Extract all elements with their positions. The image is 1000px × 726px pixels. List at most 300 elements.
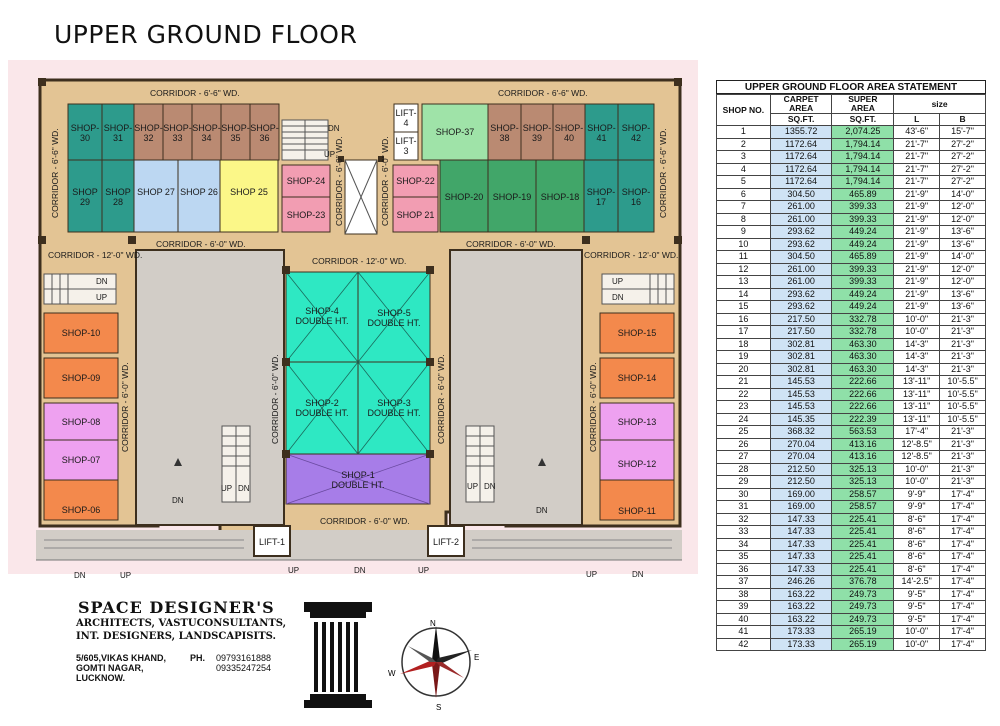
corridor-v-low-left-label: CORRIDOR - 6'-0" WD. [120, 362, 130, 452]
table-row [717, 638, 986, 651]
cell-super-area: 463.30 [832, 351, 894, 364]
stair-up-label: UP [96, 293, 108, 302]
cell-super-area: 225.41 [832, 538, 894, 551]
shop-29-label: SHOP 29 [72, 187, 98, 207]
cell-breadth: 12'-0" [940, 201, 986, 214]
cell-carpet-area: 304.50 [770, 188, 832, 201]
cell-super-area: 249.73 [832, 588, 894, 601]
corridor-far-left-label: CORRIDOR - 12'-0" WD. [48, 250, 143, 260]
cell-shop-no: 7 [717, 201, 771, 214]
cell-super-area: 225.41 [832, 563, 894, 576]
cell-length: 21'-9" [894, 226, 940, 239]
table-row [717, 188, 986, 201]
cell-breadth: 21'-3" [940, 451, 986, 464]
lift-3-label: LIFT- 3 [395, 136, 417, 156]
cell-super-area: 249.73 [832, 613, 894, 626]
table-row [717, 426, 986, 439]
cell-carpet-area: 173.33 [770, 638, 832, 651]
cell-shop-no: 36 [717, 563, 771, 576]
cell-carpet-area: 302.81 [770, 363, 832, 376]
cell-shop-no: 13 [717, 276, 771, 289]
stair-dn-label: DN [632, 570, 644, 579]
firm-services-line2: INT. DESIGNERS, LANDSCAPISITS. [76, 631, 276, 642]
cell-shop-no: 1 [717, 126, 771, 139]
corridor-v-right-outer-label: CORRIDOR - 6'-6" WD. [658, 128, 668, 218]
cell-breadth: 21'-3" [940, 463, 986, 476]
cell-super-area: 449.24 [832, 238, 894, 251]
cell-length: 8'-6" [894, 513, 940, 526]
shop-26-label: SHOP 26 [180, 187, 218, 197]
table-row [717, 176, 986, 189]
shop-09-label: SHOP-09 [61, 373, 101, 383]
cell-length: 10'-0" [894, 313, 940, 326]
cell-length: 21'-9" [894, 201, 940, 214]
shop-18-label: SHOP-18 [540, 192, 580, 202]
cell-carpet-area: 261.00 [770, 276, 832, 289]
cell-carpet-area: 145.35 [770, 413, 832, 426]
cell-super-area: 258.57 [832, 488, 894, 501]
cell-length: 8'-6" [894, 563, 940, 576]
table-row [717, 276, 986, 289]
lift-4-label: LIFT- 4 [395, 108, 417, 128]
cell-length: 21'-9" [894, 251, 940, 264]
cell-breadth: 17'-4" [940, 526, 986, 539]
cell-super-area: 332.78 [832, 313, 894, 326]
cell-shop-no: 26 [717, 438, 771, 451]
cell-carpet-area: 217.50 [770, 326, 832, 339]
cell-super-area: 563.53 [832, 426, 894, 439]
cell-length: 43'-6" [894, 126, 940, 139]
cell-length: 10'-0" [894, 626, 940, 639]
table-row [717, 538, 986, 551]
shop-5-label: SHOP-5 DOUBLE HT. [367, 308, 421, 328]
table-row [717, 288, 986, 301]
cell-carpet-area: 1172.64 [770, 151, 832, 164]
table-row [717, 388, 986, 401]
stair-up-label: UP [467, 482, 479, 491]
cell-breadth: 10'-5.5" [940, 413, 986, 426]
shop-13-label: SHOP-13 [617, 417, 657, 427]
cell-carpet-area: 302.81 [770, 338, 832, 351]
table-row [717, 626, 986, 639]
cell-super-area: 465.89 [832, 251, 894, 264]
shop-1-label: SHOP-1 DOUBLE HT. [331, 470, 385, 490]
shop-06-label: SHOP-06 [61, 505, 101, 515]
table-row [717, 501, 986, 514]
area-table [716, 94, 986, 651]
shop-35-label: SHOP- 35 [221, 123, 250, 143]
table-row [717, 463, 986, 476]
page-title: UPPER GROUND FLOOR [54, 20, 358, 49]
cell-shop-no: 21 [717, 376, 771, 389]
cell-shop-no: 10 [717, 238, 771, 251]
cell-breadth: 27'-2" [940, 176, 986, 189]
shop-36-label: SHOP- 36 [250, 123, 279, 143]
cell-length: 21'-9" [894, 301, 940, 314]
cell-shop-no: 38 [717, 588, 771, 601]
cell-breadth: 13'-6" [940, 288, 986, 301]
cell-shop-no: 41 [717, 626, 771, 639]
corridor-v-left-outer-label: CORRIDOR - 6'-6" WD. [50, 128, 60, 218]
cell-super-area: 2,074.25 [832, 126, 894, 139]
cell-super-area: 225.41 [832, 513, 894, 526]
stair-up-label: UP [586, 570, 598, 579]
cell-super-area: 1,794.14 [832, 151, 894, 164]
cell-carpet-area: 145.53 [770, 401, 832, 414]
table-row [717, 551, 986, 564]
cell-length: 9'-5" [894, 588, 940, 601]
cell-breadth: 27'-2" [940, 151, 986, 164]
cell-carpet-area: 1172.64 [770, 138, 832, 151]
cell-length: 14'-3" [894, 363, 940, 376]
cell-shop-no: 4 [717, 163, 771, 176]
cell-carpet-area: 169.00 [770, 488, 832, 501]
cell-breadth: 21'-3" [940, 313, 986, 326]
cell-shop-no: 8 [717, 213, 771, 226]
stair-up-label: UP [612, 277, 624, 286]
shop-12-label: SHOP-12 [617, 459, 657, 469]
compass-rose-icon [386, 616, 486, 712]
cell-breadth: 14'-0" [940, 251, 986, 264]
cell-carpet-area: 147.33 [770, 563, 832, 576]
shop-17-label: SHOP- 17 [586, 187, 616, 207]
compass-w: W [388, 669, 396, 678]
cell-shop-no: 27 [717, 451, 771, 464]
corridor-top-right-label: CORRIDOR - 6'-6" WD. [498, 88, 588, 98]
cell-length: 21'-9" [894, 188, 940, 201]
cell-breadth: 17'-4" [940, 613, 986, 626]
cell-carpet-area: 270.04 [770, 438, 832, 451]
cell-super-area: 325.13 [832, 476, 894, 489]
cell-breadth: 21'-3" [940, 351, 986, 364]
cell-shop-no: 33 [717, 526, 771, 539]
cell-carpet-area: 293.62 [770, 226, 832, 239]
shop-39-label: SHOP- 39 [522, 123, 552, 143]
cell-super-area: 225.41 [832, 551, 894, 564]
cell-length: 8'-6" [894, 538, 940, 551]
area-table-title: UPPER GROUND FLOOR AREA STATEMENT [716, 80, 986, 94]
table-row [717, 251, 986, 264]
stair-dn-label: DN [74, 571, 86, 580]
stair-dn-label: DN [328, 124, 340, 133]
table-row [717, 263, 986, 276]
cell-carpet-area: 293.62 [770, 238, 832, 251]
table-row [717, 526, 986, 539]
firm-address: 5/605,VIKAS KHAND, GOMTI NAGAR, LUCKNOW. [76, 653, 167, 683]
shop-42-label: SHOP- 42 [621, 123, 651, 143]
cell-carpet-area: 147.33 [770, 538, 832, 551]
cell-breadth: 17'-4" [940, 513, 986, 526]
cell-shop-no: 5 [717, 176, 771, 189]
col-size: size [894, 95, 986, 114]
stair-dn-label: DN [612, 293, 624, 302]
cell-carpet-area: 261.00 [770, 213, 832, 226]
cell-shop-no: 28 [717, 463, 771, 476]
corridor-v-atrium-right-label: CORRIDOR - 6'-0" WD. [436, 354, 446, 444]
shop-27-label: SHOP 27 [137, 187, 175, 197]
cell-breadth: 17'-4" [940, 588, 986, 601]
cell-super-area: 399.33 [832, 263, 894, 276]
shop-34-label: SHOP- 34 [192, 123, 221, 143]
stair-dn-label: DN [484, 482, 496, 491]
cell-breadth: 17'-4" [940, 538, 986, 551]
lift-1-label: LIFT-1 [258, 537, 285, 547]
cell-super-area: 325.13 [832, 463, 894, 476]
col-super-area: SUPER AREA [832, 95, 894, 114]
corridor-v-center-right-label: CORRIDOR - 6'-0" WD. [380, 136, 390, 226]
cell-carpet-area: 302.81 [770, 351, 832, 364]
firm-name: SPACE DESIGNER'S [78, 598, 275, 617]
cell-breadth: 10'-5.5" [940, 376, 986, 389]
cell-breadth: 12'-0" [940, 263, 986, 276]
corridor-top-left-label: CORRIDOR - 6'-6" WD. [150, 88, 240, 98]
shop-22-label: SHOP-22 [396, 176, 435, 186]
cell-shop-no: 2 [717, 138, 771, 151]
shop-19-label: SHOP-19 [492, 192, 532, 202]
stair-dn-label: DN [172, 496, 184, 505]
shop-24-label: SHOP-24 [286, 176, 326, 186]
table-row [717, 563, 986, 576]
cell-breadth: 17'-4" [940, 638, 986, 651]
cell-shop-no: 3 [717, 151, 771, 164]
cell-super-area: 399.33 [832, 213, 894, 226]
area-table-body [717, 126, 986, 651]
table-row [717, 151, 986, 164]
cell-shop-no: 18 [717, 338, 771, 351]
stair-up-label: UP [288, 566, 300, 575]
cell-super-area: 463.30 [832, 338, 894, 351]
cell-super-area: 449.24 [832, 301, 894, 314]
stair-dn-label: DN [536, 506, 548, 515]
shop-40-label: SHOP- 40 [554, 123, 584, 143]
cell-shop-no: 25 [717, 426, 771, 439]
shop-37-label: SHOP-37 [435, 127, 475, 137]
cell-super-area: 222.66 [832, 388, 894, 401]
corridor-v-atrium-left-label: CORRIDOR - 6'-0" WD. [270, 354, 280, 444]
cell-length: 12'-8.5" [894, 451, 940, 464]
cell-shop-no: 9 [717, 226, 771, 239]
cell-length: 14'-2.5" [894, 576, 940, 589]
shop-41-label: SHOP- 41 [587, 123, 616, 143]
table-row [717, 576, 986, 589]
col-carpet-unit: SQ.FT. [770, 114, 832, 126]
col-length: L [894, 114, 940, 126]
cell-shop-no: 20 [717, 363, 771, 376]
cell-breadth: 21'-3" [940, 476, 986, 489]
table-row [717, 313, 986, 326]
cell-carpet-area: 304.50 [770, 251, 832, 264]
shop-21-label: SHOP 21 [396, 210, 435, 220]
cell-breadth: 27'-2" [940, 138, 986, 151]
table-row [717, 213, 986, 226]
cell-carpet-area: 368.32 [770, 426, 832, 439]
cell-breadth: 12'-0" [940, 276, 986, 289]
table-row [717, 301, 986, 314]
cell-carpet-area: 147.33 [770, 526, 832, 539]
corridor-far-right-label: CORRIDOR - 12'-0" WD. [584, 250, 679, 260]
cell-shop-no: 37 [717, 576, 771, 589]
cell-breadth: 13'-6" [940, 238, 986, 251]
shop-14-label: SHOP-14 [617, 373, 657, 383]
cell-length: 21'-7" [894, 138, 940, 151]
table-row [717, 513, 986, 526]
cell-breadth: 17'-4" [940, 601, 986, 614]
cell-length: 8'-6" [894, 551, 940, 564]
cell-length: 13'-11" [894, 388, 940, 401]
shop-3-label: SHOP-3 DOUBLE HT. [367, 398, 421, 418]
cell-carpet-area: 293.62 [770, 288, 832, 301]
cell-shop-no: 24 [717, 413, 771, 426]
shop-38-label: SHOP- 38 [490, 123, 519, 143]
table-row [717, 326, 986, 339]
cell-carpet-area: 270.04 [770, 451, 832, 464]
stair-dn-label: DN [238, 484, 250, 493]
corridor-bottom-label: CORRIDOR - 6'-0" WD. [320, 516, 410, 526]
shop-25-label: SHOP 25 [230, 187, 268, 197]
shop-23-label: SHOP-23 [286, 210, 326, 220]
cell-shop-no: 31 [717, 501, 771, 514]
compass-e: E [474, 653, 480, 662]
shop-33-label: SHOP- 33 [163, 123, 192, 143]
cell-super-area: 332.78 [832, 326, 894, 339]
cell-breadth: 17'-4" [940, 551, 986, 564]
cell-length: 10'-0" [894, 463, 940, 476]
cell-length: 10'-0" [894, 638, 940, 651]
table-row [717, 451, 986, 464]
cell-carpet-area: 1355.72 [770, 126, 832, 139]
table-row [717, 438, 986, 451]
table-row [717, 601, 986, 614]
shop-20-label: SHOP-20 [444, 192, 484, 202]
cell-carpet-area: 1172.64 [770, 163, 832, 176]
cell-super-area: 1,794.14 [832, 138, 894, 151]
cell-super-area: 465.89 [832, 188, 894, 201]
cell-carpet-area: 173.33 [770, 626, 832, 639]
cell-super-area: 449.24 [832, 226, 894, 239]
cell-shop-no: 19 [717, 351, 771, 364]
cell-super-area: 222.66 [832, 376, 894, 389]
cell-carpet-area: 1172.64 [770, 176, 832, 189]
cell-shop-no: 40 [717, 613, 771, 626]
cell-breadth: 27'-2" [940, 163, 986, 176]
cell-shop-no: 14 [717, 288, 771, 301]
cell-super-area: 258.57 [832, 501, 894, 514]
table-row [717, 376, 986, 389]
cell-shop-no: 35 [717, 551, 771, 564]
cell-length: 14'-3" [894, 338, 940, 351]
compass-s: S [436, 703, 442, 712]
cell-carpet-area: 261.00 [770, 201, 832, 214]
cell-shop-no: 42 [717, 638, 771, 651]
cell-super-area: 399.33 [832, 201, 894, 214]
cell-super-area: 265.19 [832, 626, 894, 639]
cell-length: 9'-9" [894, 501, 940, 514]
stair-up-label: UP [418, 566, 430, 575]
cell-breadth: 12'-0" [940, 213, 986, 226]
cell-length: 21'-9" [894, 288, 940, 301]
stair-up-label: UP [120, 571, 132, 580]
table-row [717, 413, 986, 426]
cell-super-area: 449.24 [832, 288, 894, 301]
cell-length: 21'-9" [894, 263, 940, 276]
corridor-mid-right-label: CORRIDOR - 6'-0" WD. [466, 239, 556, 249]
cell-length: 9'-9" [894, 488, 940, 501]
table-row [717, 363, 986, 376]
table-row [717, 351, 986, 364]
corridor-v-center-left-label: CORRIDOR - 6'-0" WD. [334, 136, 344, 226]
shop-2-label: SHOP-2 DOUBLE HT. [295, 398, 349, 418]
table-row [717, 226, 986, 239]
cell-shop-no: 23 [717, 401, 771, 414]
cell-carpet-area: 246.26 [770, 576, 832, 589]
table-row [717, 138, 986, 151]
cell-carpet-area: 163.22 [770, 601, 832, 614]
cell-carpet-area: 147.33 [770, 551, 832, 564]
cell-length: 9'-5" [894, 613, 940, 626]
table-row [717, 588, 986, 601]
cell-carpet-area: 169.00 [770, 501, 832, 514]
stair-dn-label: DN [354, 566, 366, 575]
cell-super-area: 376.78 [832, 576, 894, 589]
cell-carpet-area: 212.50 [770, 463, 832, 476]
cell-breadth: 21'-3" [940, 338, 986, 351]
corridor-center-label: CORRIDOR - 12'-0" WD. [312, 256, 407, 266]
table-row [717, 401, 986, 414]
area-statement [716, 80, 986, 651]
stair-dn-label: DN [96, 277, 108, 286]
shop-16-label: SHOP- 16 [621, 187, 651, 207]
cell-length: 21'-7" [894, 176, 940, 189]
cell-carpet-area: 145.53 [770, 388, 832, 401]
shop-28-label: SHOP 28 [105, 187, 131, 207]
cell-shop-no: 17 [717, 326, 771, 339]
shop-08-label: SHOP-08 [61, 417, 101, 427]
cell-super-area: 413.16 [832, 451, 894, 464]
shop-31-label: SHOP- 31 [103, 123, 133, 143]
cell-breadth: 17'-4" [940, 576, 986, 589]
cell-breadth: 21'-3" [940, 363, 986, 376]
cell-super-area: 249.73 [832, 601, 894, 614]
cell-super-area: 225.41 [832, 526, 894, 539]
firm-phones: 09793161888 09335247254 [216, 653, 272, 673]
cell-shop-no: 6 [717, 188, 771, 201]
table-row [717, 201, 986, 214]
cell-breadth: 17'-4" [940, 563, 986, 576]
col-carpet-area: CARPET AREA [770, 95, 832, 114]
table-row [717, 476, 986, 489]
cell-shop-no: 15 [717, 301, 771, 314]
firm-phone-label: PH. [190, 653, 206, 663]
cell-carpet-area: 147.33 [770, 513, 832, 526]
cell-super-area: 222.66 [832, 401, 894, 414]
stair-up-label: UP [221, 484, 233, 493]
cell-shop-no: 39 [717, 601, 771, 614]
shop-4-label: SHOP-4 DOUBLE HT. [295, 306, 349, 326]
firm-services-line1: ARCHITECTS, VASTUCONSULTANTS, [76, 618, 287, 629]
shop-15-label: SHOP-15 [617, 328, 657, 338]
cell-super-area: 222.39 [832, 413, 894, 426]
cell-shop-no: 11 [717, 251, 771, 264]
cell-length: 21'-9" [894, 276, 940, 289]
cell-super-area: 265.19 [832, 638, 894, 651]
col-super-unit: SQ.FT. [832, 114, 894, 126]
cell-super-area: 1,794.14 [832, 163, 894, 176]
pillar-logo-icon [302, 600, 374, 710]
cell-carpet-area: 145.53 [770, 376, 832, 389]
cell-shop-no: 22 [717, 388, 771, 401]
cell-length: 21'-9" [894, 238, 940, 251]
cell-breadth: 10'-5.5" [940, 388, 986, 401]
